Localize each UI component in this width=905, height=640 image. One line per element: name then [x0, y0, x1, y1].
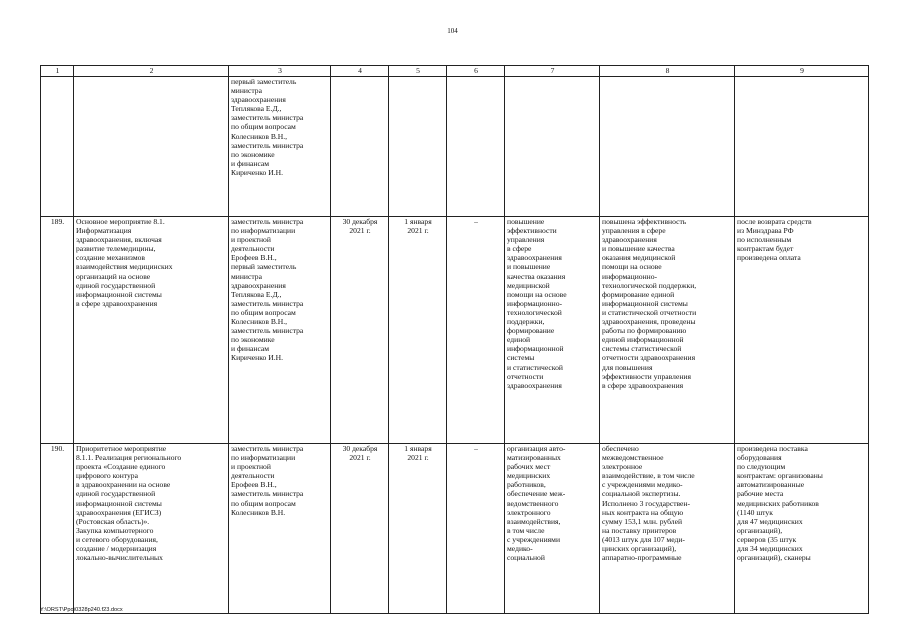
cell-text-line: управления: [507, 235, 545, 245]
cell-text-line: в сфере здравоохранения: [76, 298, 158, 308]
column-header: 7: [505, 66, 600, 77]
cell-text-line: Кириченко И.Н.: [231, 353, 284, 363]
cell-text-line: цинских организаций),: [602, 544, 677, 554]
table-cell: [735, 217, 869, 444]
table-cell: [229, 77, 331, 217]
cell-text-line: произведена поставка: [737, 444, 808, 453]
cell-text-line: обеспечение меж-: [507, 489, 566, 499]
cell-text-line: помощи на основе: [602, 262, 662, 272]
cell-text-line: заместитель министра: [231, 298, 304, 308]
cell-text-line: серверов (35 штук: [737, 534, 797, 544]
cell-text-line: (Ростовская область)».: [76, 516, 150, 526]
cell-text-line: по экономике: [231, 335, 275, 345]
cell-text-line: Закупка компьютерного: [76, 525, 154, 535]
cell-text-line: медико-: [507, 544, 533, 554]
cell-text-line: с учреждениями: [507, 534, 561, 544]
cell-text-line: помощи на основе: [507, 289, 567, 299]
cell-text-line: министра: [231, 271, 262, 281]
cell-text-line: Исполнено 3 государствен-: [602, 498, 691, 508]
cell-text-line: электронное: [602, 462, 643, 472]
column-header: 4: [331, 66, 389, 77]
cell-text-line: локально-вычислительных: [76, 553, 163, 563]
table-cell: [389, 217, 447, 444]
cell-text-line: после возврата средств: [737, 217, 812, 226]
cell-text-line: (1140 штук: [737, 507, 773, 517]
cell-text-line: информационно-: [507, 298, 563, 308]
cell-text-line: 2021 г.: [349, 453, 371, 463]
cell-text-line: Основное мероприятие 8.1.: [76, 217, 165, 226]
cell-text-line: здравоохранения (ЕГИСЗ): [76, 507, 162, 517]
cell-text-line: социальной экспертизы.: [602, 489, 681, 499]
cell-text-line: формирование: [507, 326, 555, 336]
table-cell: [389, 77, 447, 217]
cell-text-line: 2021 г.: [407, 453, 429, 463]
cell-text-line: технологической поддержки,: [602, 280, 697, 290]
cell-text-line: медицинских работников: [737, 498, 819, 508]
cell-text-line: оказания медицинской: [602, 253, 676, 263]
table-cell: [600, 77, 735, 217]
table-cell: [735, 444, 869, 614]
cell-text-line: качества оказания: [507, 271, 566, 281]
cell-text-line: деятельности: [231, 244, 275, 254]
cell-text-line: единой информационной: [602, 335, 684, 345]
cell-text-line: здравоохранения: [231, 95, 286, 105]
cell-text-line: проекта «Создание единого: [76, 462, 166, 472]
table-cell: [735, 77, 869, 217]
cell-text-line: контрактам: организованы: [737, 471, 823, 481]
cell-text-line: для повышения: [602, 362, 653, 372]
cell-text-line: (4013 штук для 107 меди-: [602, 534, 685, 544]
cell-text-line: по следующим: [737, 462, 786, 472]
cell-text-line: и финансам: [231, 158, 270, 168]
cell-text-line: единой государственной: [76, 280, 156, 290]
table-cell: [505, 77, 600, 217]
cell-text-line: информационно-: [602, 271, 658, 281]
cell-text-line: рабочие места: [737, 489, 784, 499]
cell-text-line: автоматизированные: [737, 480, 805, 490]
cell-text-line: технологической: [507, 307, 562, 317]
table-cell: [389, 444, 447, 614]
cell-text-line: контрактам будет: [737, 244, 794, 254]
cell-text-line: аппаратно-программные: [602, 553, 682, 563]
cell-text-line: организаций),: [737, 525, 783, 535]
cell-text-line: –: [474, 444, 478, 453]
cell-text-line: 1 января: [404, 444, 432, 453]
column-header: 2: [74, 66, 229, 77]
cell-text-line: создание / модернизация: [76, 544, 157, 554]
cell-text-line: здравоохранения: [507, 380, 562, 390]
cell-text-line: здравоохранения: [507, 253, 562, 263]
cell-text-line: информационной системы: [76, 498, 162, 508]
cell-text-line: матизированных: [507, 453, 561, 463]
cell-text-line: с учреждениями медико-: [602, 480, 683, 490]
cell-text-line: и проектной: [231, 235, 271, 245]
cell-text-line: Теплякова Е.Д.,: [231, 289, 282, 299]
table-cell: [41, 217, 74, 444]
column-header: 1: [41, 66, 74, 77]
table-row: [41, 217, 869, 444]
cell-text-line: для 34 медицинских: [737, 544, 803, 554]
cell-text-line: электронного: [507, 507, 551, 517]
cell-text-line: в сфере здравоохранения: [602, 380, 684, 390]
cell-text-line: управления в сфере: [602, 226, 666, 236]
table-cell: [505, 444, 600, 614]
cell-text-line: первый заместитель: [231, 262, 297, 272]
cell-text-line: в том числе: [507, 525, 545, 535]
cell-text-line: оборудования: [737, 453, 782, 463]
table-cell: [41, 77, 74, 217]
cell-text-line: здравоохранения, проведены: [602, 317, 696, 327]
cell-text-line: и повышение качества: [602, 244, 675, 254]
cell-text-line: 2021 г.: [407, 226, 429, 236]
cell-text-line: –: [474, 217, 478, 226]
cell-text-line: 2021 г.: [349, 226, 371, 236]
cell-text-line: взаимодействия медицинских: [76, 262, 173, 272]
page-number: 104: [447, 27, 458, 35]
column-header: 5: [389, 66, 447, 77]
cell-text-line: здравоохранения: [602, 235, 657, 245]
cell-text-line: в сфере: [507, 244, 532, 254]
cell-text-line: медицинских: [507, 471, 551, 481]
cell-text-line: и сетевого оборудования,: [76, 534, 158, 544]
cell-text-line: рабочих мест: [507, 462, 551, 472]
cell-text-line: заместитель министра: [231, 113, 304, 123]
footer-file-path: Y:\ORST\Ppo\0328p240.f23.docx: [40, 607, 123, 613]
cell-text-line: формирование единой: [602, 289, 675, 299]
cell-text-line: информационной системы: [602, 298, 688, 308]
cell-text-line: 30 декабря: [342, 217, 378, 226]
cell-text-line: заместитель министра: [231, 444, 304, 453]
cell-text-line: и повышение: [507, 262, 551, 272]
cell-text-line: организация авто-: [507, 444, 566, 453]
cell-text-line: 30 декабря: [342, 444, 378, 453]
table-cell: [331, 444, 389, 614]
cell-text-line: 1 января: [404, 217, 432, 226]
cell-text-line: Колесников В.Н.,: [231, 317, 288, 327]
table-cell: [229, 444, 331, 614]
cell-text-line: первый заместитель: [231, 77, 297, 86]
cell-text-line: Ерофеев В.Н.,: [231, 480, 277, 490]
cell-text-line: заместитель министра: [231, 489, 304, 499]
cell-text-line: Кириченко И.Н.: [231, 167, 284, 177]
cell-text-line: организаций на основе: [76, 271, 151, 281]
cell-text-line: из Минздрава РФ: [737, 226, 794, 236]
cell-text-line: социальной: [507, 553, 545, 563]
column-header: 8: [600, 66, 735, 77]
table-row: [41, 77, 869, 217]
cell-text-line: по информатизации: [231, 453, 296, 463]
cell-text-line: по общим вопросам: [231, 498, 296, 508]
cell-text-line: и статистической отчетности: [602, 307, 697, 317]
cell-text-line: Колесников В.Н.,: [231, 131, 288, 141]
table-cell: [331, 217, 389, 444]
cell-text-line: взаимодействия,: [507, 516, 561, 526]
cell-text-line: 189.: [50, 217, 65, 226]
table-cell: [331, 77, 389, 217]
cell-text-line: здравоохранения: [231, 280, 286, 290]
cell-text-line: ведомственного: [507, 498, 559, 508]
cell-text-line: заместитель министра: [231, 217, 304, 226]
cell-text-line: отчетности здравоохранения: [602, 353, 696, 363]
cell-text-line: по общим вопросам: [231, 307, 296, 317]
cell-text-line: информационной: [507, 344, 564, 354]
table-row: [41, 444, 869, 614]
cell-text-line: создание механизмов: [76, 253, 146, 263]
table-cell: [74, 444, 229, 614]
cell-text-line: обеспечено: [602, 444, 639, 453]
column-header: 3: [229, 66, 331, 77]
table-cell: [600, 217, 735, 444]
cell-text-line: сумму 153,1 млн. рублей: [602, 516, 683, 526]
cell-text-line: информационной системы: [76, 289, 162, 299]
cell-text-line: организаций), сканеры: [737, 553, 811, 563]
table-cell: [447, 217, 505, 444]
cell-text-line: заместитель министра: [231, 140, 304, 150]
cell-text-line: по информатизации: [231, 226, 296, 236]
table-cell: [447, 77, 505, 217]
cell-text-line: повышение: [507, 217, 545, 226]
cell-text-line: деятельности: [231, 471, 275, 481]
table-header-row: [41, 66, 869, 77]
cell-text-line: Ерофеев В.Н.,: [231, 253, 277, 263]
table-cell: [74, 77, 229, 217]
cell-text-line: отчетности: [507, 371, 544, 381]
cell-text-line: ных контракта на общую: [602, 507, 684, 517]
table-cell: [505, 217, 600, 444]
cell-text-line: Приоритетное мероприятие: [76, 444, 167, 453]
cell-text-line: на поставку принтеров: [602, 525, 677, 535]
cell-text-line: единой государственной: [76, 489, 156, 499]
cell-text-line: развитие телемедицины,: [76, 244, 156, 254]
cell-text-line: заместитель министра: [231, 326, 304, 336]
table-cell: [74, 217, 229, 444]
cell-text-line: системы: [507, 353, 535, 363]
cell-text-line: по исполненным: [737, 235, 792, 245]
column-header: 9: [735, 66, 869, 77]
table-body: [41, 77, 869, 614]
cell-text-line: 8.1.1. Реализация регионального: [76, 453, 182, 463]
cell-text-line: по общим вопросам: [231, 122, 296, 132]
cell-text-line: для 47 медицинских: [737, 516, 803, 526]
cell-text-line: Колесников В.Н.: [231, 507, 286, 517]
cell-text-line: 190.: [50, 444, 65, 453]
column-header: 6: [447, 66, 505, 77]
cell-text-line: в здравоохранении на основе: [76, 480, 171, 490]
cell-text-line: поддержки,: [507, 317, 545, 327]
cell-text-line: межведомственное: [602, 453, 664, 463]
cell-text-line: и проектной: [231, 462, 271, 472]
table-cell: [229, 217, 331, 444]
cell-text-line: эффективности: [507, 226, 557, 236]
cell-text-line: повышена эффективность: [602, 217, 687, 226]
cell-text-line: работы по формированию: [602, 326, 687, 336]
cell-text-line: цифрового контура: [76, 471, 138, 481]
cell-text-line: по экономике: [231, 149, 275, 159]
cell-text-line: единой: [507, 335, 531, 345]
cell-text-line: произведена оплата: [737, 253, 801, 263]
cell-text-line: Информатизация: [76, 226, 132, 236]
table-cell: [600, 444, 735, 614]
table-cell: [41, 444, 74, 614]
cell-text-line: министра: [231, 86, 262, 96]
cell-text-line: взаимодействие, в том числе: [602, 471, 695, 481]
cell-text-line: и статистической: [507, 362, 563, 372]
cell-text-line: и финансам: [231, 344, 270, 354]
cell-text-line: эффективности управления: [602, 371, 691, 381]
cell-text-line: работников,: [507, 480, 546, 490]
cell-text-line: Теплякова Е.Д.,: [231, 104, 282, 114]
document-table: [40, 65, 869, 614]
table-cell: [447, 444, 505, 614]
cell-text-line: системы статистической: [602, 344, 682, 354]
cell-text-line: медицинской: [507, 280, 550, 290]
cell-text-line: здравоохранения, включая: [76, 235, 162, 245]
